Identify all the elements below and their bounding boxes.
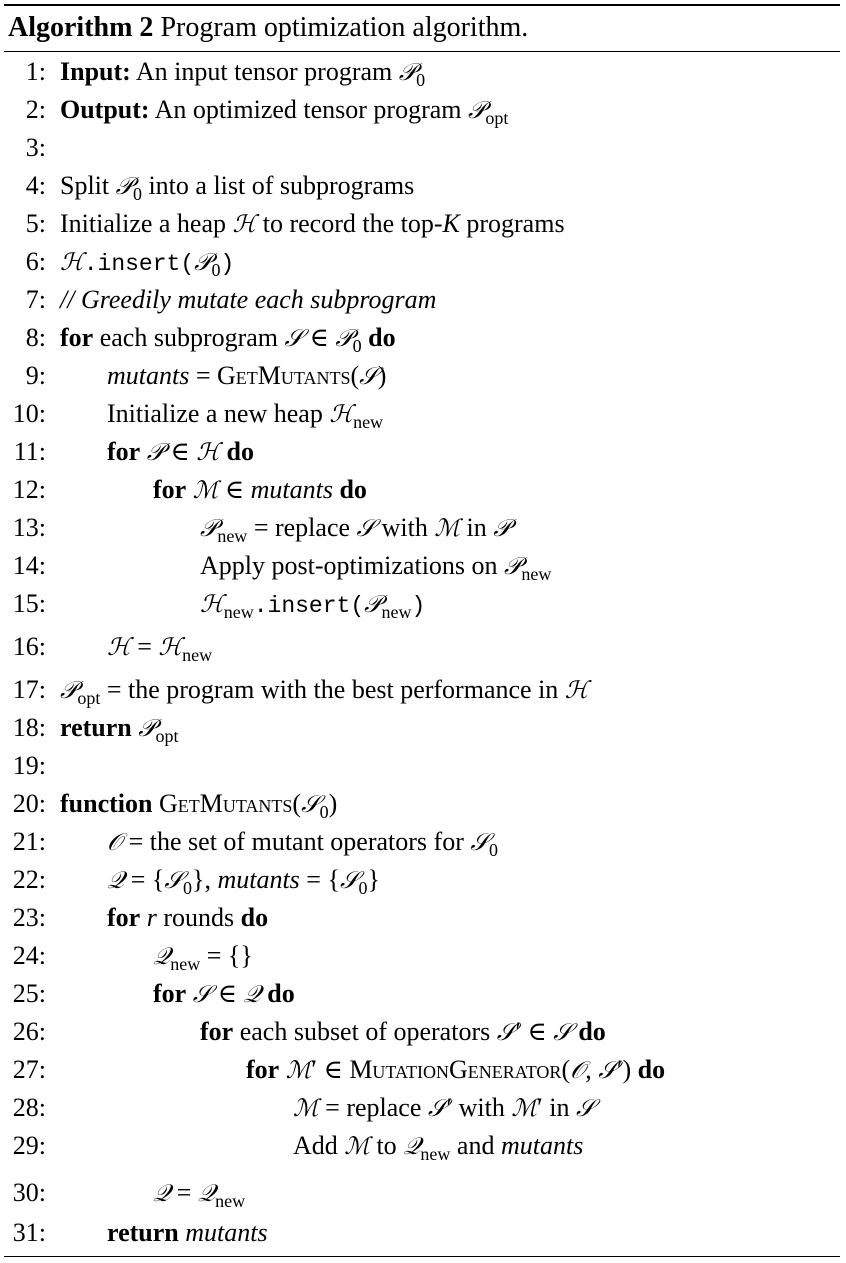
line-number: 31:: [12, 1218, 46, 1247]
top-rule: [4, 4, 840, 6]
line-code: 𝒬$_{new}$ = {}: [153, 941, 253, 974]
line-code: Apply post-optimizations on 𝒫$_{new}$: [200, 551, 552, 584]
line-code: for each subset of operators 𝒮′ ∈ 𝒮 do: [200, 1017, 606, 1046]
line-number: 24:: [12, 941, 46, 970]
algorithm-line: [0, 549, 846, 583]
line-code: return 𝒫$_{opt}$: [60, 713, 179, 746]
line-number: 11:: [13, 437, 46, 466]
algorithm-line: [0, 863, 846, 897]
line-number: 18:: [12, 713, 46, 742]
algorithm-line: [0, 825, 846, 859]
line-number: 10:: [12, 399, 46, 428]
line-number: 16:: [12, 632, 46, 661]
algorithm-line: [0, 397, 846, 431]
line-code: Split 𝒫$_0$ into a list of subprograms: [60, 171, 415, 204]
line-number: 25:: [12, 979, 46, 1008]
line-code: ℋ.insert(𝒫$_0$): [60, 248, 235, 280]
algorithm-line: [0, 1015, 846, 1049]
caption-rule: [4, 51, 840, 52]
algorithm-line: [0, 1216, 846, 1250]
line-code: for ℳ ∈ mutants do: [153, 475, 367, 504]
algorithm-line: [0, 169, 846, 203]
line-number: 29:: [12, 1131, 46, 1160]
algorithm-line: [0, 901, 846, 935]
line-number: 5:: [25, 209, 46, 238]
line-code: for r rounds do: [107, 903, 269, 932]
line-code: 𝒬 = {𝒮$_0$}, mutants = {𝒮$_0$}: [107, 865, 381, 898]
line-number: 14:: [12, 551, 46, 580]
algorithm-line: [0, 673, 846, 707]
algorithm-line: [0, 131, 846, 165]
line-code: Initialize a heap ℋ to record the top-K programs: [60, 209, 565, 238]
algorithm-line: [0, 587, 846, 621]
algorithm-line: [0, 321, 846, 355]
algorithm-line: [0, 511, 846, 545]
line-number: 2:: [25, 95, 46, 124]
line-number: 13:: [12, 513, 46, 542]
line-code: 𝒪 = the set of mutant operators for 𝒮$_0$: [107, 827, 498, 860]
line-number: 17:: [12, 675, 46, 704]
caption-label: Algorithm 2: [8, 12, 154, 43]
line-number: 7:: [25, 285, 46, 314]
line-code: for 𝒫 ∈ ℋ do: [107, 437, 254, 466]
line-number: 30:: [12, 1178, 46, 1207]
caption-title: Program optimization algorithm.: [160, 12, 529, 43]
algorithm-line: [0, 749, 846, 783]
algorithm-line: [0, 1053, 846, 1087]
line-number: 26:: [12, 1017, 46, 1046]
line-number: 21:: [12, 827, 46, 856]
line-code: ℳ = replace 𝒮′ with ℳ′ in 𝒮: [293, 1093, 595, 1122]
line-number: 23:: [12, 903, 46, 932]
line-code: Initialize a new heap ℋ$_{new}$: [107, 399, 384, 432]
algorithm-line: [0, 283, 846, 317]
bottom-rule: [4, 1256, 840, 1257]
algorithm-line: [0, 630, 846, 664]
line-code: function GetMutants(𝒮$_0$): [60, 789, 338, 822]
line-number: 15:: [12, 589, 46, 618]
line-code: for 𝒮 ∈ 𝒬 do: [153, 979, 295, 1008]
line-code: for ℳ′ ∈ MutationGenerator(𝒪, 𝒮′) do: [246, 1055, 666, 1084]
line-code: 𝒬 = 𝒬$_{new}$: [153, 1178, 246, 1211]
line-code: return mutants: [107, 1218, 268, 1247]
algorithm-line: [0, 711, 846, 745]
algorithm-line: [0, 245, 846, 279]
line-number: 28:: [12, 1093, 46, 1122]
line-code: ℋ = ℋ$_{new}$: [107, 632, 213, 665]
line-number: 19:: [12, 751, 46, 780]
algorithm-line: [0, 939, 846, 973]
algorithm-line: [0, 977, 846, 1011]
line-code: Add ℳ to 𝒬$_{new}$ and mutants: [293, 1131, 584, 1164]
algorithm-line: [0, 1129, 846, 1163]
algorithm-line: [0, 435, 846, 469]
line-code: Input: An input tensor program 𝒫$_0$: [60, 57, 426, 90]
line-code: for each subprogram 𝒮 ∈ 𝒫$_0$ do: [60, 323, 396, 356]
algorithm-line: [0, 359, 846, 393]
line-code: Output: An optimized tensor program 𝒫$_{opt}$: [60, 95, 509, 128]
line-number: 22:: [12, 865, 46, 894]
line-code: 𝒫$_{opt}$ = the program with the best performance in ℋ: [60, 675, 589, 708]
line-number: 27:: [12, 1055, 46, 1084]
algorithm-line: [0, 207, 846, 241]
line-number: 1:: [25, 57, 46, 86]
line-number: 9:: [25, 361, 46, 390]
line-code: 𝒫$_{new}$ = replace 𝒮 with ℳ in 𝒫: [200, 513, 511, 546]
algorithm-line: [0, 55, 846, 89]
line-number: 6:: [25, 247, 46, 276]
line-number: 20:: [12, 789, 46, 818]
line-number: 4:: [25, 171, 46, 200]
algorithm-line: [0, 93, 846, 127]
algorithm-line: [0, 1176, 846, 1210]
algorithm-line: [0, 473, 846, 507]
algorithm-line: [0, 787, 846, 821]
line-code: mutants = GetMutants(𝒮): [107, 361, 387, 390]
line-number: 3:: [25, 133, 46, 162]
line-number: 8:: [25, 323, 46, 352]
algorithm-caption: [8, 8, 528, 48]
algorithm-line: [0, 1091, 846, 1125]
line-code: ℋ$_{new}$.insert(𝒫$_{new}$): [200, 590, 426, 622]
line-code: // Greedily mutate each subprogram: [60, 285, 437, 314]
line-number: 12:: [12, 475, 46, 504]
